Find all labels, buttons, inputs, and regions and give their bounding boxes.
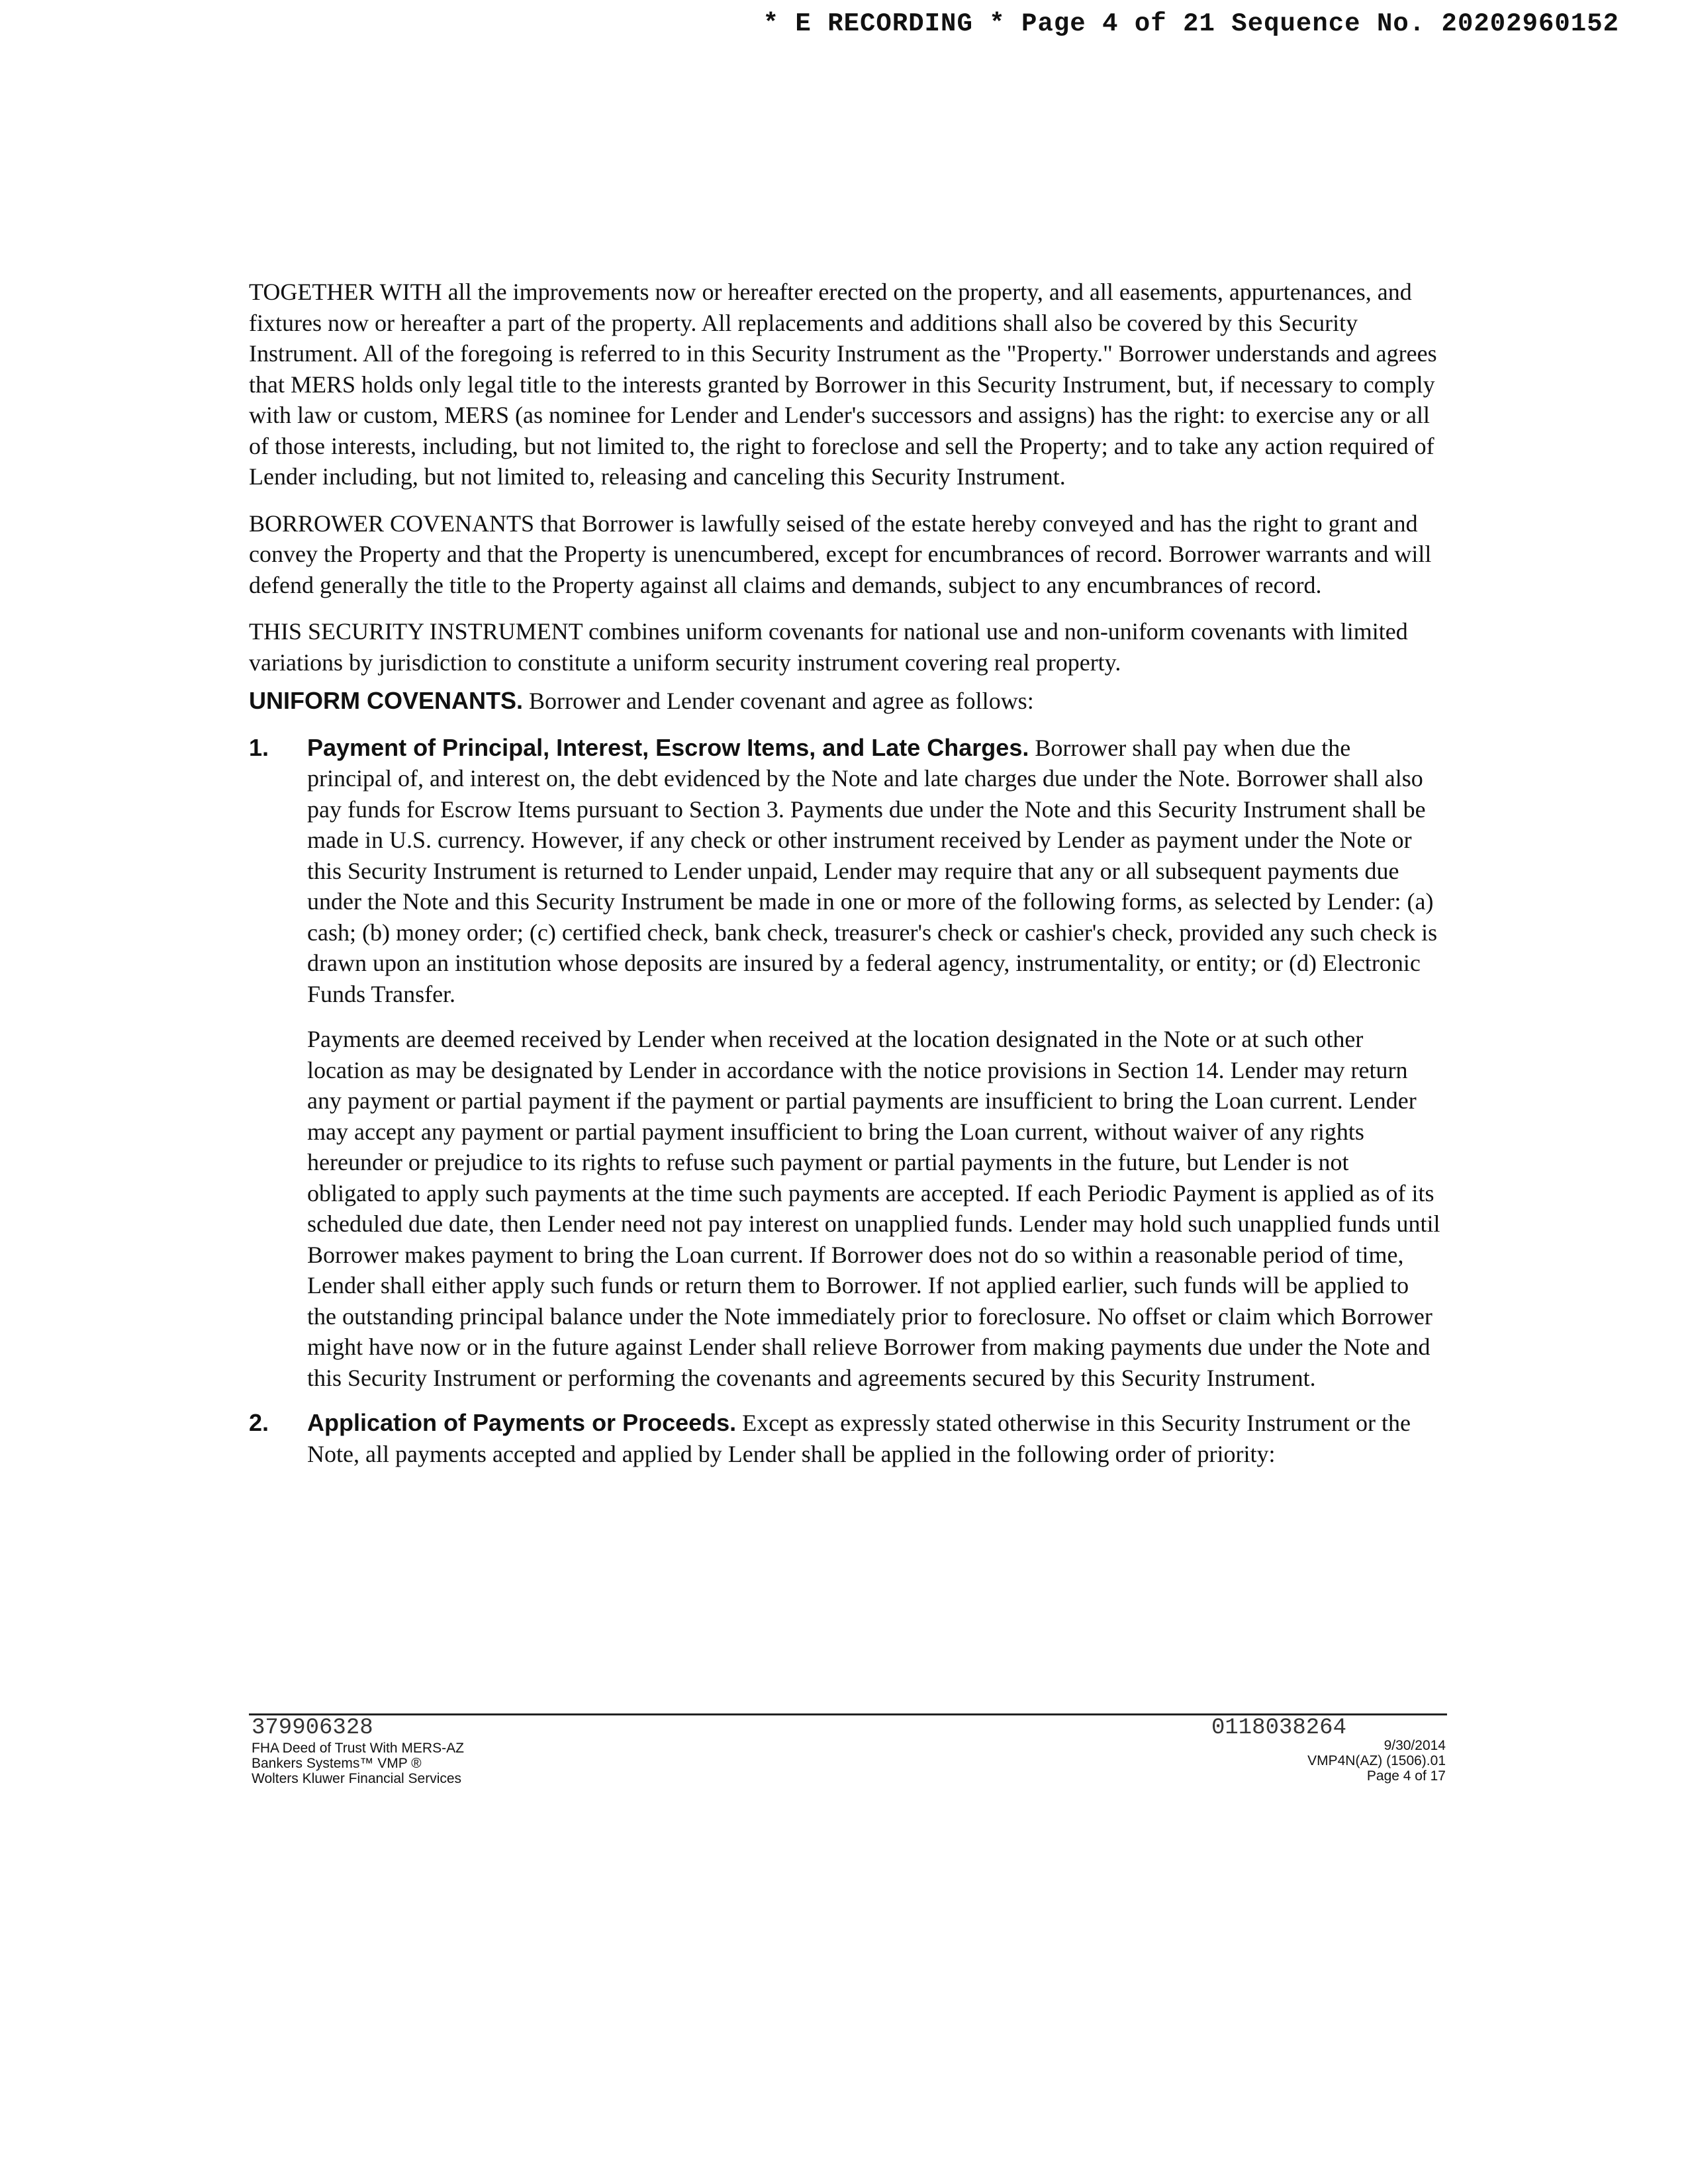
uniform-covenants-text: Borrower and Lender covenant and agree as follows:: [529, 688, 1034, 714]
document-body: [249, 277, 1440, 1484]
section-2-heading: Application of Payments or Proceeds.: [307, 1409, 737, 1436]
section-1-continuation: Payments are deemed received by Lender when received at the location designated in the Note or at such other location as may be designated by Lender in accordance with the notice provisions in Section 14. Lender may return any payment or partial payment if the payment or partial payments are insufficient to bring the Loan current. Lender may accept any payment or partial payment insufficient to bring the Loan current, without waiver of any rights hereunder or prejudice to its rights to refuse such payment or partial payments in the future, but Lender is not obligated to apply such payments at the time such payments are accepted. If each Periodic Payment is applied as of its scheduled due date, then Lender need not pay interest on unapplied funds. Lender may hold such unapplied funds until Borrower makes payment to bring the Loan current. If Borrower does not do so within a reasonable period of time, Lender shall either apply such funds or return them to Borrower. If not applied earlier, such funds will be applied to the outstanding principal balance under the Note immediately prior to foreclosure. No offset or claim which Borrower might have now or in the future against Lender shall relieve Borrower from making payments due under the Note and this Security Instrument or performing the covenants and agreements secured by this Security Instrument.: [307, 1026, 1440, 1391]
section-1-number: 1.: [249, 733, 269, 761]
section-2-paragraph: [307, 1408, 1440, 1469]
footer-loan-number: 0118038264: [1211, 1715, 1346, 1741]
recording-header: * E RECORDING * Page 4 of 21 Sequence No. 20202960152: [763, 9, 1619, 38]
section-1: [249, 733, 1440, 1394]
section-2: [249, 1408, 1440, 1469]
uniform-covenants-paragraph: [249, 686, 1440, 717]
footer-date: 9/30/2014: [1383, 1738, 1446, 1753]
section-1-heading: Payment of Principal, Interest, Escrow Items, and Late Charges.: [307, 733, 1029, 761]
footer-form-name: FHA Deed of Trust With MERS-AZ: [252, 1741, 464, 1756]
section-1-text: Borrower shall pay when due the principal of, and interest on, the debt evidenced by the Note and late charges due under the Note. Borrower shall also pay funds for Escrow Items pursuant to Section 3. Payments due under the Note and this Security Instrument shall be made in U.S. currency. However, if any check or other instrument received by Lender as payment under the Note or this Security Instrument is returned to Lender unpaid, Lender may require that any or all subsequent payments due under the Note and this Security Instrument be made in one or more of the following forms, as selected by Lender: (a) cash; (b) money order; (c) certified check, bank check, treasurer's check or cashier's check, provided any such check is drawn upon an institution whose deposits are insured by a federal agency, instrumentality, or entity; or (d) Electronic Funds Transfer.: [307, 734, 1438, 1007]
footer-form-code: VMP4N(AZ) (1506).01: [1307, 1753, 1446, 1768]
section-2-number: 2.: [249, 1409, 269, 1436]
footer-right: [1211, 1715, 1446, 1784]
footer-page-number: Page 4 of 17: [1366, 1768, 1446, 1784]
together-with-paragraph: TOGETHER WITH all the improvements now or hereafter erected on the property, and all easements, appurtenances, and fixtures now or hereafter a part of the property. All replacements and additions shall also be covered by this Security Instrument. All of the foregoing is referred to in this Security Instrument as the "Property." Borrower understands and agrees that MERS holds only legal title to the interests granted by Borrower in this Security Instrument, but, if necessary to comply with law or custom, MERS (as nominee for Lender and Lender's successors and assigns) has the right: to exercise any or all of those interests, including, but not limited to, the right to foreclose and sell the Property; and to take any action required of Lender including, but not limited to, releasing and canceling this Security Instrument.: [249, 279, 1437, 490]
section-2-text: Except as expressly stated otherwise in this Security Instrument or the Note, all payments accepted and applied by Lender shall be applied in the following order of priority:: [307, 1410, 1411, 1467]
uniform-covenants-heading: UNIFORM COVENANTS.: [249, 687, 523, 714]
borrower-covenants-paragraph: BORROWER COVENANTS that Borrower is lawfully seised of the estate hereby conveyed and has the right to grant and convey the Property and that the Property is unencumbered, except for encumbrances of record. Borrower warrants and will defend generally the title to the Property against all claims and demands, subject to any encumbrances of record.: [249, 510, 1432, 598]
footer-left-number: 379906328: [252, 1715, 373, 1741]
security-instrument-paragraph: THIS SECURITY INSTRUMENT combines uniform covenants for national use and non-uniform covenants with limited variations by jurisdiction to constitute a uniform security instrument covering real property.: [249, 618, 1408, 676]
footer-vendor: Bankers Systems™ VMP ®: [252, 1756, 422, 1771]
section-1-paragraph: [307, 733, 1440, 1010]
footer-company: Wolters Kluwer Financial Services: [252, 1771, 462, 1786]
footer-left: [252, 1715, 464, 1786]
